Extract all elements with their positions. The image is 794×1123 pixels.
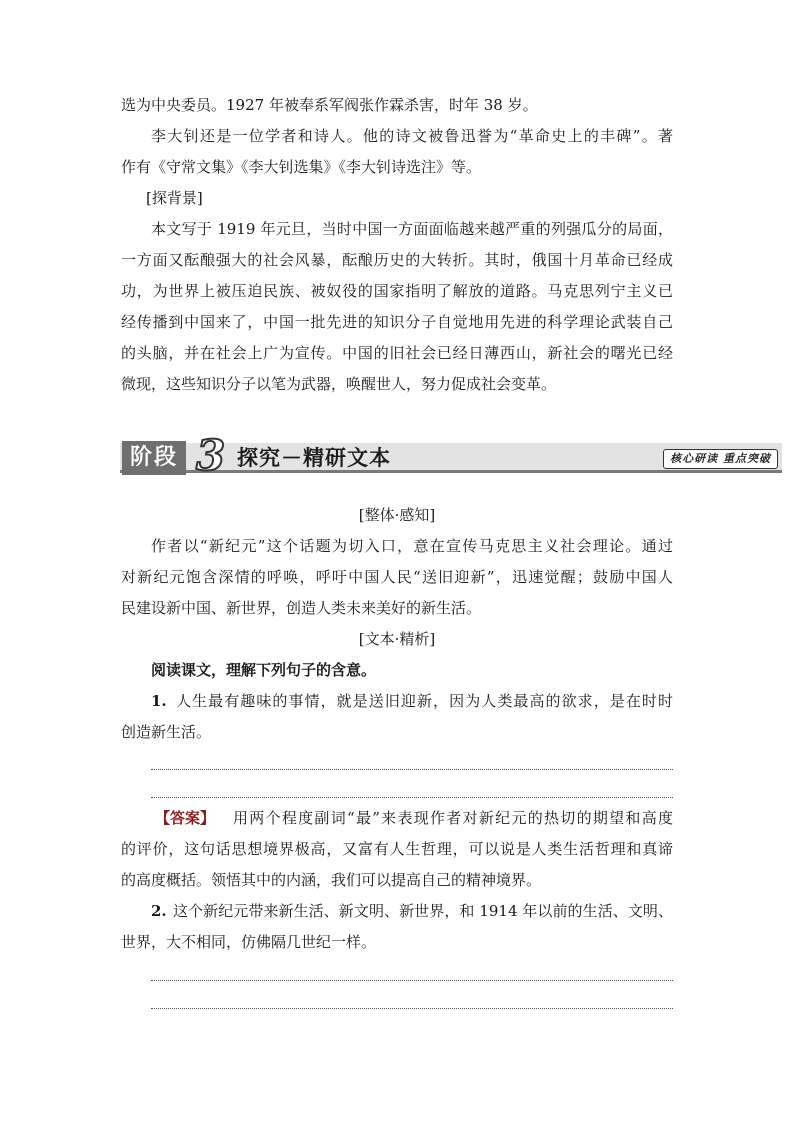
overview-line-1: 作者以“新纪元”这个话题为切入口，意在宣传马克思主义社会理论。通过 (151, 537, 673, 555)
banner-tag: 核心研读 重点突破 (663, 449, 778, 469)
background-line-2: 一方面又酝酿强大的社会风暴，酝酿历史的大转折。其时，俄国十月革命已经成 (121, 251, 673, 269)
background-heading: [探背景] (146, 189, 203, 207)
question-2-line-2: 世界，大不相同，仿佛隔几世纪一样。 (121, 933, 377, 951)
background-line-5: 的头脑，并在社会上广为宣传。中国的旧社会已经日薄西山，新社会的曙光已经 (121, 344, 673, 362)
background-line-3: 功，为世界上被压迫民族、被奴役的国家指明了解放的道路。马克思列宁主义已 (121, 282, 673, 300)
question-1-line-2: 创造新生活。 (121, 723, 212, 741)
background-line-4: 经传播到中国来了，中国一批先进的知识分子自觉地用先进的科学理论武装自己 (121, 313, 673, 331)
answer-line-text-3: 的高度概括。领悟其中的内涵，我们可以提高自己的精神境界。 (121, 871, 542, 889)
question-1-line-1: 人生最有趣味的事情，就是送旧迎新，因为人类最高的欲求，是在时时 (176, 692, 673, 710)
answer-line-1[interactable] (151, 769, 673, 770)
question-1-number: 1. (151, 692, 167, 710)
background-line-1: 本文写于 1919 年元旦，当时中国一方面面临越来越严重的列强瓜分的局面， (151, 220, 673, 238)
analysis-heading: [文本·精析] (358, 630, 436, 648)
banner-stage-number: 3 (196, 431, 226, 480)
banner-stage-label: 阶段 (122, 441, 186, 475)
background-line-6: 微现，这些知识分子以笔为武器，唤醒世人，努力促成社会变革。 (121, 375, 557, 393)
answer-line-text-1: 用两个程度副词“最”来表现作者对新纪元的热切的期望和高度 (233, 809, 673, 827)
answer-line-text-2: 的评价，这句话思想境界极高，又富有人生哲理，可以说是人类生活哲理和真谛 (121, 840, 673, 858)
answer-line-2[interactable] (151, 797, 673, 798)
answer-tag: 【答案】 (155, 809, 216, 827)
overview-line-2: 对新纪元饱含深情的呼唤，呼吁中国人民“送旧迎新”，迅速觉醒；鼓励中国人 (121, 568, 673, 586)
answer-line-3[interactable] (151, 980, 673, 981)
banner-title: 探究－精研文本 (237, 446, 391, 470)
question-2-line-1: 这个新纪元带来新生活、新文明、新世界，和 1914 年以前的生活、文明、 (173, 902, 673, 920)
question-2-number: 2. (151, 902, 167, 920)
overview-line-3: 民建设新中国、新世界，创造人类未来美好的新生活。 (121, 599, 482, 617)
bio-line-3: 作有《守常文集》《李大钊选集》《李大钊诗选注》等。 (121, 158, 482, 176)
analysis-instruction: 阅读课文，理解下列句子的含意。 (151, 661, 377, 679)
bio-line-2: 李大钊还是一位学者和诗人。他的诗文被鲁迅誉为“革命史上的丰碑”。著 (151, 127, 673, 145)
overview-heading: [整体·感知] (358, 506, 436, 524)
answer-line-4[interactable] (151, 1008, 673, 1009)
section-banner (120, 431, 782, 480)
bio-line-1: 选为中央委员。1927 年被奉系军阀张作霖杀害，时年 38 岁。 (121, 96, 538, 114)
